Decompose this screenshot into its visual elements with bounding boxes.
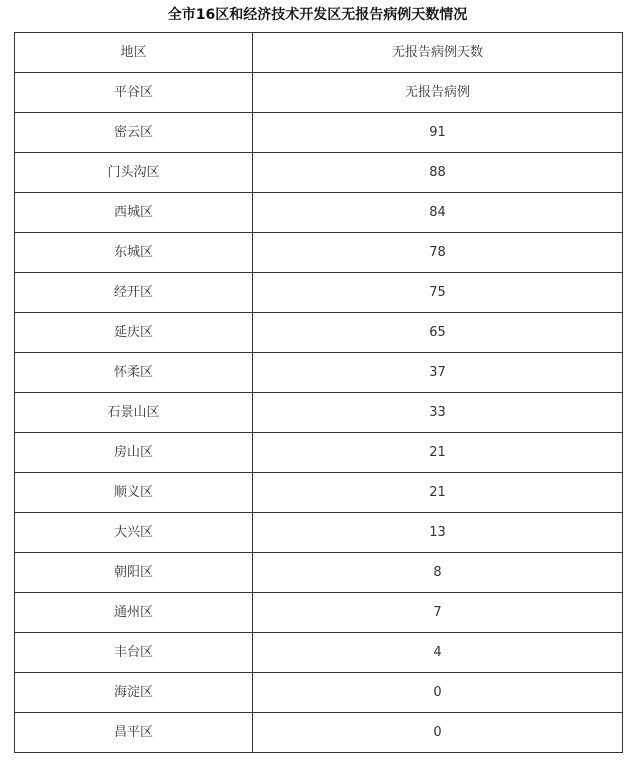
district-cell: 房山区 — [15, 433, 253, 473]
days-cell: 0 — [253, 713, 623, 753]
days-cell: 37 — [253, 353, 623, 393]
table-row — [15, 513, 623, 553]
days-cell: 84 — [253, 193, 623, 233]
table-row — [15, 673, 623, 713]
district-cell: 顺义区 — [15, 473, 253, 513]
table-row — [15, 313, 623, 353]
column-header-days: 无报告病例天数 — [253, 33, 623, 73]
district-cell: 丰台区 — [15, 633, 253, 673]
district-cell: 门头沟区 — [15, 153, 253, 193]
column-header-district: 地区 — [15, 33, 253, 73]
table-row — [15, 713, 623, 753]
table-row — [15, 393, 623, 433]
days-cell: 13 — [253, 513, 623, 553]
district-cell: 海淀区 — [15, 673, 253, 713]
days-cell: 21 — [253, 433, 623, 473]
table-row — [15, 113, 623, 153]
days-cell: 4 — [253, 633, 623, 673]
table-row — [15, 233, 623, 273]
district-cell: 东城区 — [15, 233, 253, 273]
table-row — [15, 353, 623, 393]
district-cell: 西城区 — [15, 193, 253, 233]
table-row — [15, 273, 623, 313]
table-row — [15, 73, 623, 113]
table-row — [15, 193, 623, 233]
days-cell: 7 — [253, 593, 623, 633]
district-cell: 怀柔区 — [15, 353, 253, 393]
district-cell: 朝阳区 — [15, 553, 253, 593]
table-row — [15, 153, 623, 193]
table-row — [15, 433, 623, 473]
table-row — [15, 633, 623, 673]
days-cell: 21 — [253, 473, 623, 513]
days-cell: 33 — [253, 393, 623, 433]
district-cell: 经开区 — [15, 273, 253, 313]
district-cell: 石景山区 — [15, 393, 253, 433]
days-cell: 78 — [253, 233, 623, 273]
district-cell: 通州区 — [15, 593, 253, 633]
days-cell: 8 — [253, 553, 623, 593]
days-cell: 91 — [253, 113, 623, 153]
district-cell: 昌平区 — [15, 713, 253, 753]
table-row — [15, 473, 623, 513]
days-cell: 无报告病例 — [253, 73, 623, 113]
district-cell: 大兴区 — [15, 513, 253, 553]
page-title: 全市16区和经济技术开发区无报告病例天数情况 — [167, 7, 468, 23]
table-row — [15, 593, 623, 633]
days-cell: 88 — [253, 153, 623, 193]
district-cell: 平谷区 — [15, 73, 253, 113]
district-cell: 延庆区 — [15, 313, 253, 353]
table-header-row — [15, 33, 623, 73]
days-cell: 0 — [253, 673, 623, 713]
days-cell: 75 — [253, 273, 623, 313]
district-days-table — [14, 32, 623, 753]
table-row — [15, 553, 623, 593]
district-cell: 密云区 — [15, 113, 253, 153]
days-cell: 65 — [253, 313, 623, 353]
